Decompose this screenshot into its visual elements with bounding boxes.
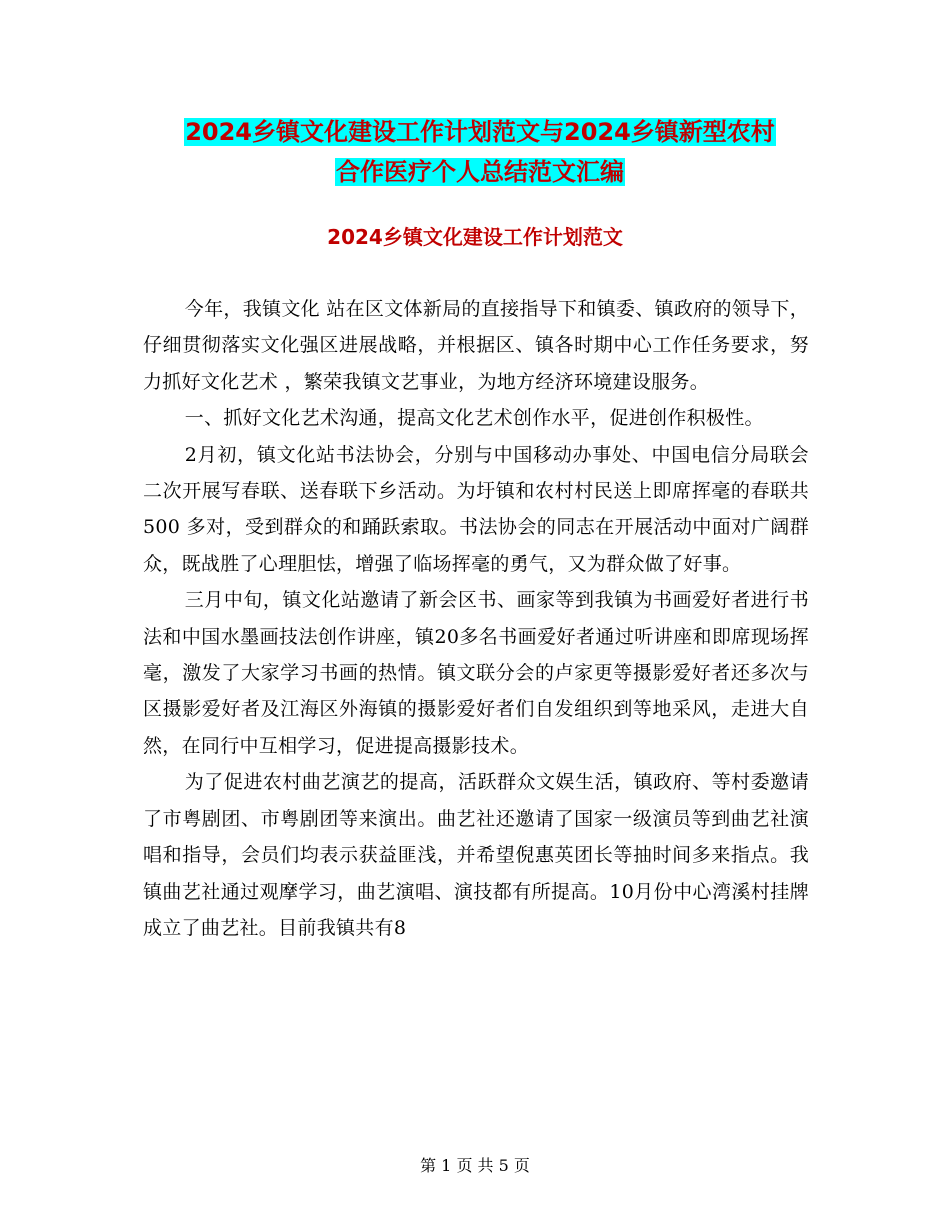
document-body	[143, 291, 809, 946]
paragraph: 三月中旬，镇文化站邀请了新会区书、画家等到我镇为书画爱好者进行书法和中国水墨画技法创作讲座，镇20多名书画爱好者通过听讲座和即席现场挥毫，激发了大家学习书画的热情。镇文联分会的卢家更等摄影爱好者还多次与区摄影爱好者及江海区外海镇的摄影爱好者们自发组织到等地采风，走进大自然，在同行中互相学习，促进提高摄影技术。	[143, 589, 809, 757]
page-number-footer: 第 1 页 共 5 页	[420, 1156, 530, 1175]
paragraph: 一、抓好文化艺术沟通，提高文化艺术创作水平，促进创作积极性。	[184, 407, 764, 430]
paragraph: 为了促进农村曲艺演艺的提高，活跃群众文娱生活，镇政府、等村委邀请了市粤剧团、市粤剧团等来演出。曲艺社还邀请了国家一级演员等到曲艺社演唱和指导，会员们均表示获益匪浅，并希望倪惠英团长等抽时间多来指点。我镇曲艺社通过观摩学习，曲艺演唱、演技都有所提高。10月份中心湾溪村挂牌成立了曲艺社。目前我镇共有8	[143, 771, 809, 939]
document-title-line-1: 2024乡镇文化建设工作计划范文与2024乡镇新型农村	[185, 118, 775, 146]
paragraph: 2月初，镇文化站书法协会，分别与中国移动办事处、中国电信分局联会二次开展写春联、送春联下乡活动。为圩镇和农村村民送上即席挥毫的春联共500 多对，受到群众的和踊跃索取。书法协会的同志在开展活动中面对广阔群众，既战胜了心理胆怯，增强了临场挥毫的勇气，又为群众做了好事。	[143, 443, 809, 575]
document-title-line-2: 合作医疗个人总结范文汇编	[336, 158, 624, 186]
paragraph: 今年，我镇文化 站在区文体新局的直接指导下和镇委、镇政府的领导下，仔细贯彻落实文化强区进展战略，并根据区、镇各时期中心工作任务要求，努力抓好文化艺术 ，繁荣我镇文艺事业，为地方经济环境建设服务。	[143, 298, 809, 393]
section-title: 2024乡镇文化建设工作计划范文	[327, 225, 623, 249]
document-title	[140, 112, 820, 192]
